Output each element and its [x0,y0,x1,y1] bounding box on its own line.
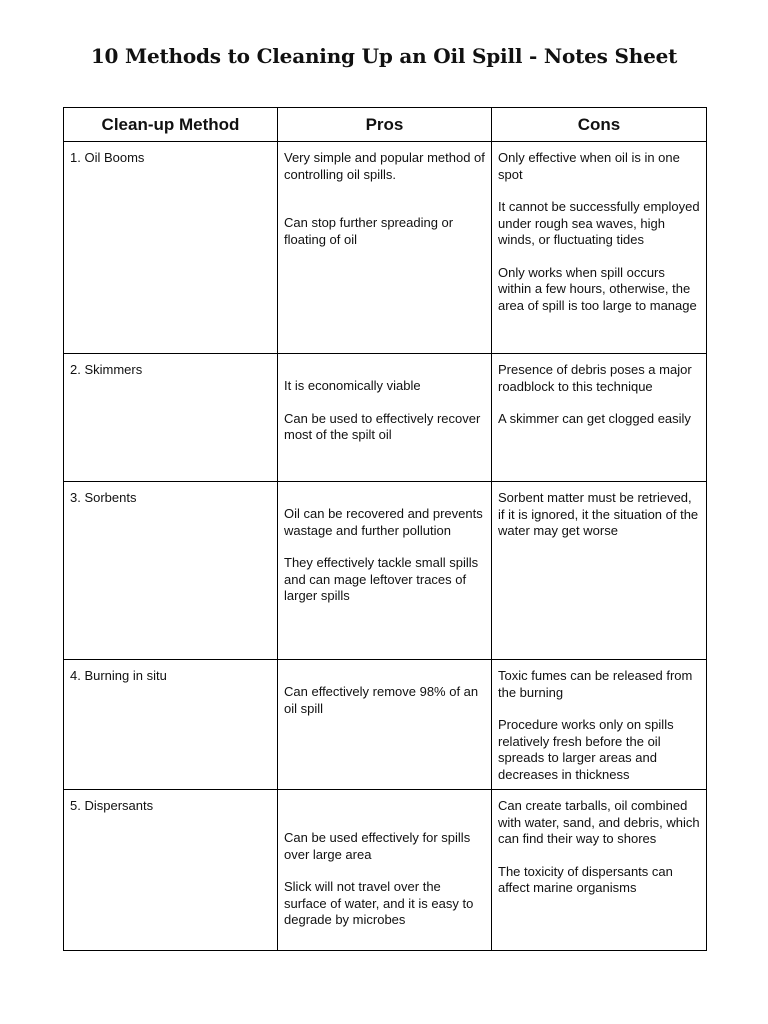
pro-item: Very simple and popular method of controlling oil spills. [284,150,485,182]
header-cons: Cons [492,108,707,142]
cons-cell [492,354,707,482]
pro-item: Can effectively remove 98% of an oil spill [284,684,479,716]
methods-table [63,107,707,951]
con-item: Toxic fumes can be released from the burning [498,668,693,700]
pro-item: Can be used effectively for spills over large area [284,830,471,862]
header-pros: Pros [278,108,492,142]
cons-cell [492,142,707,354]
table-row-dispersants [64,790,707,951]
pros-cell [278,790,492,951]
method-label: 5. Dispersants [70,798,154,813]
con-item: Procedure works only on spills relatively fresh before the oil spreads to larger areas and decreases in thickness [498,717,674,782]
pro-item: Oil can be recovered and prevents wastage and further pollution [284,506,483,538]
pro-item: Slick will not travel over the surface of water, and it is easy to degrade by microbes [284,879,474,927]
pros-cell [278,142,492,354]
method-label: 1. Oil Booms [70,150,145,165]
method-cell [64,790,278,951]
method-label: 4. Burning in situ [70,668,167,683]
method-cell [64,482,278,660]
con-item: Presence of debris poses a major roadblock to this technique [498,362,692,394]
method-cell [64,142,278,354]
con-item: Sorbent matter must be retrieved, if it is ignored, it the situation of the water may get worse [498,490,699,538]
table-row-oil-booms [64,142,707,354]
table-row-burning-in-situ [64,660,707,790]
method-label: 3. Sorbents [70,490,137,505]
cons-cell [492,790,707,951]
header-row [64,108,707,142]
method-cell [64,354,278,482]
method-label: 2. Skimmers [70,362,143,377]
pro-item: Can be used to effectively recover most of the spilt oil [284,410,481,442]
con-item: A skimmer can get clogged easily [498,411,691,426]
page-title: 10 Methods to Cleaning Up an Oil Spill - Notes Sheet [90,44,678,68]
cons-cell [492,482,707,660]
con-item: It cannot be successfully employed under rough sea waves, high winds, or fluctuating tides [498,199,700,247]
header-method: Clean-up Method [64,108,278,142]
con-item: Only works when spill occurs within a few hours, otherwise, the area of spill is too large to manage [498,264,697,313]
con-item: Can create tarballs, oil combined with water, sand, and debris, which can find their way to shores [498,798,700,846]
pro-item: It is economically viable [284,378,421,393]
table-row-sorbents [64,482,707,660]
pro-item: They effectively tackle small spills and can mage leftover traces of larger spills [284,555,479,603]
method-cell [64,660,278,790]
cons-cell [492,660,707,790]
pros-cell [278,354,492,482]
pro-item: Can stop further spreading or floating of oil [284,215,454,247]
con-item: Only effective when oil is in one spot [498,150,680,182]
pros-cell [278,660,492,790]
con-item: The toxicity of dispersants can affect marine organisms [498,863,673,895]
table-row-skimmers [64,354,707,482]
pros-cell [278,482,492,660]
